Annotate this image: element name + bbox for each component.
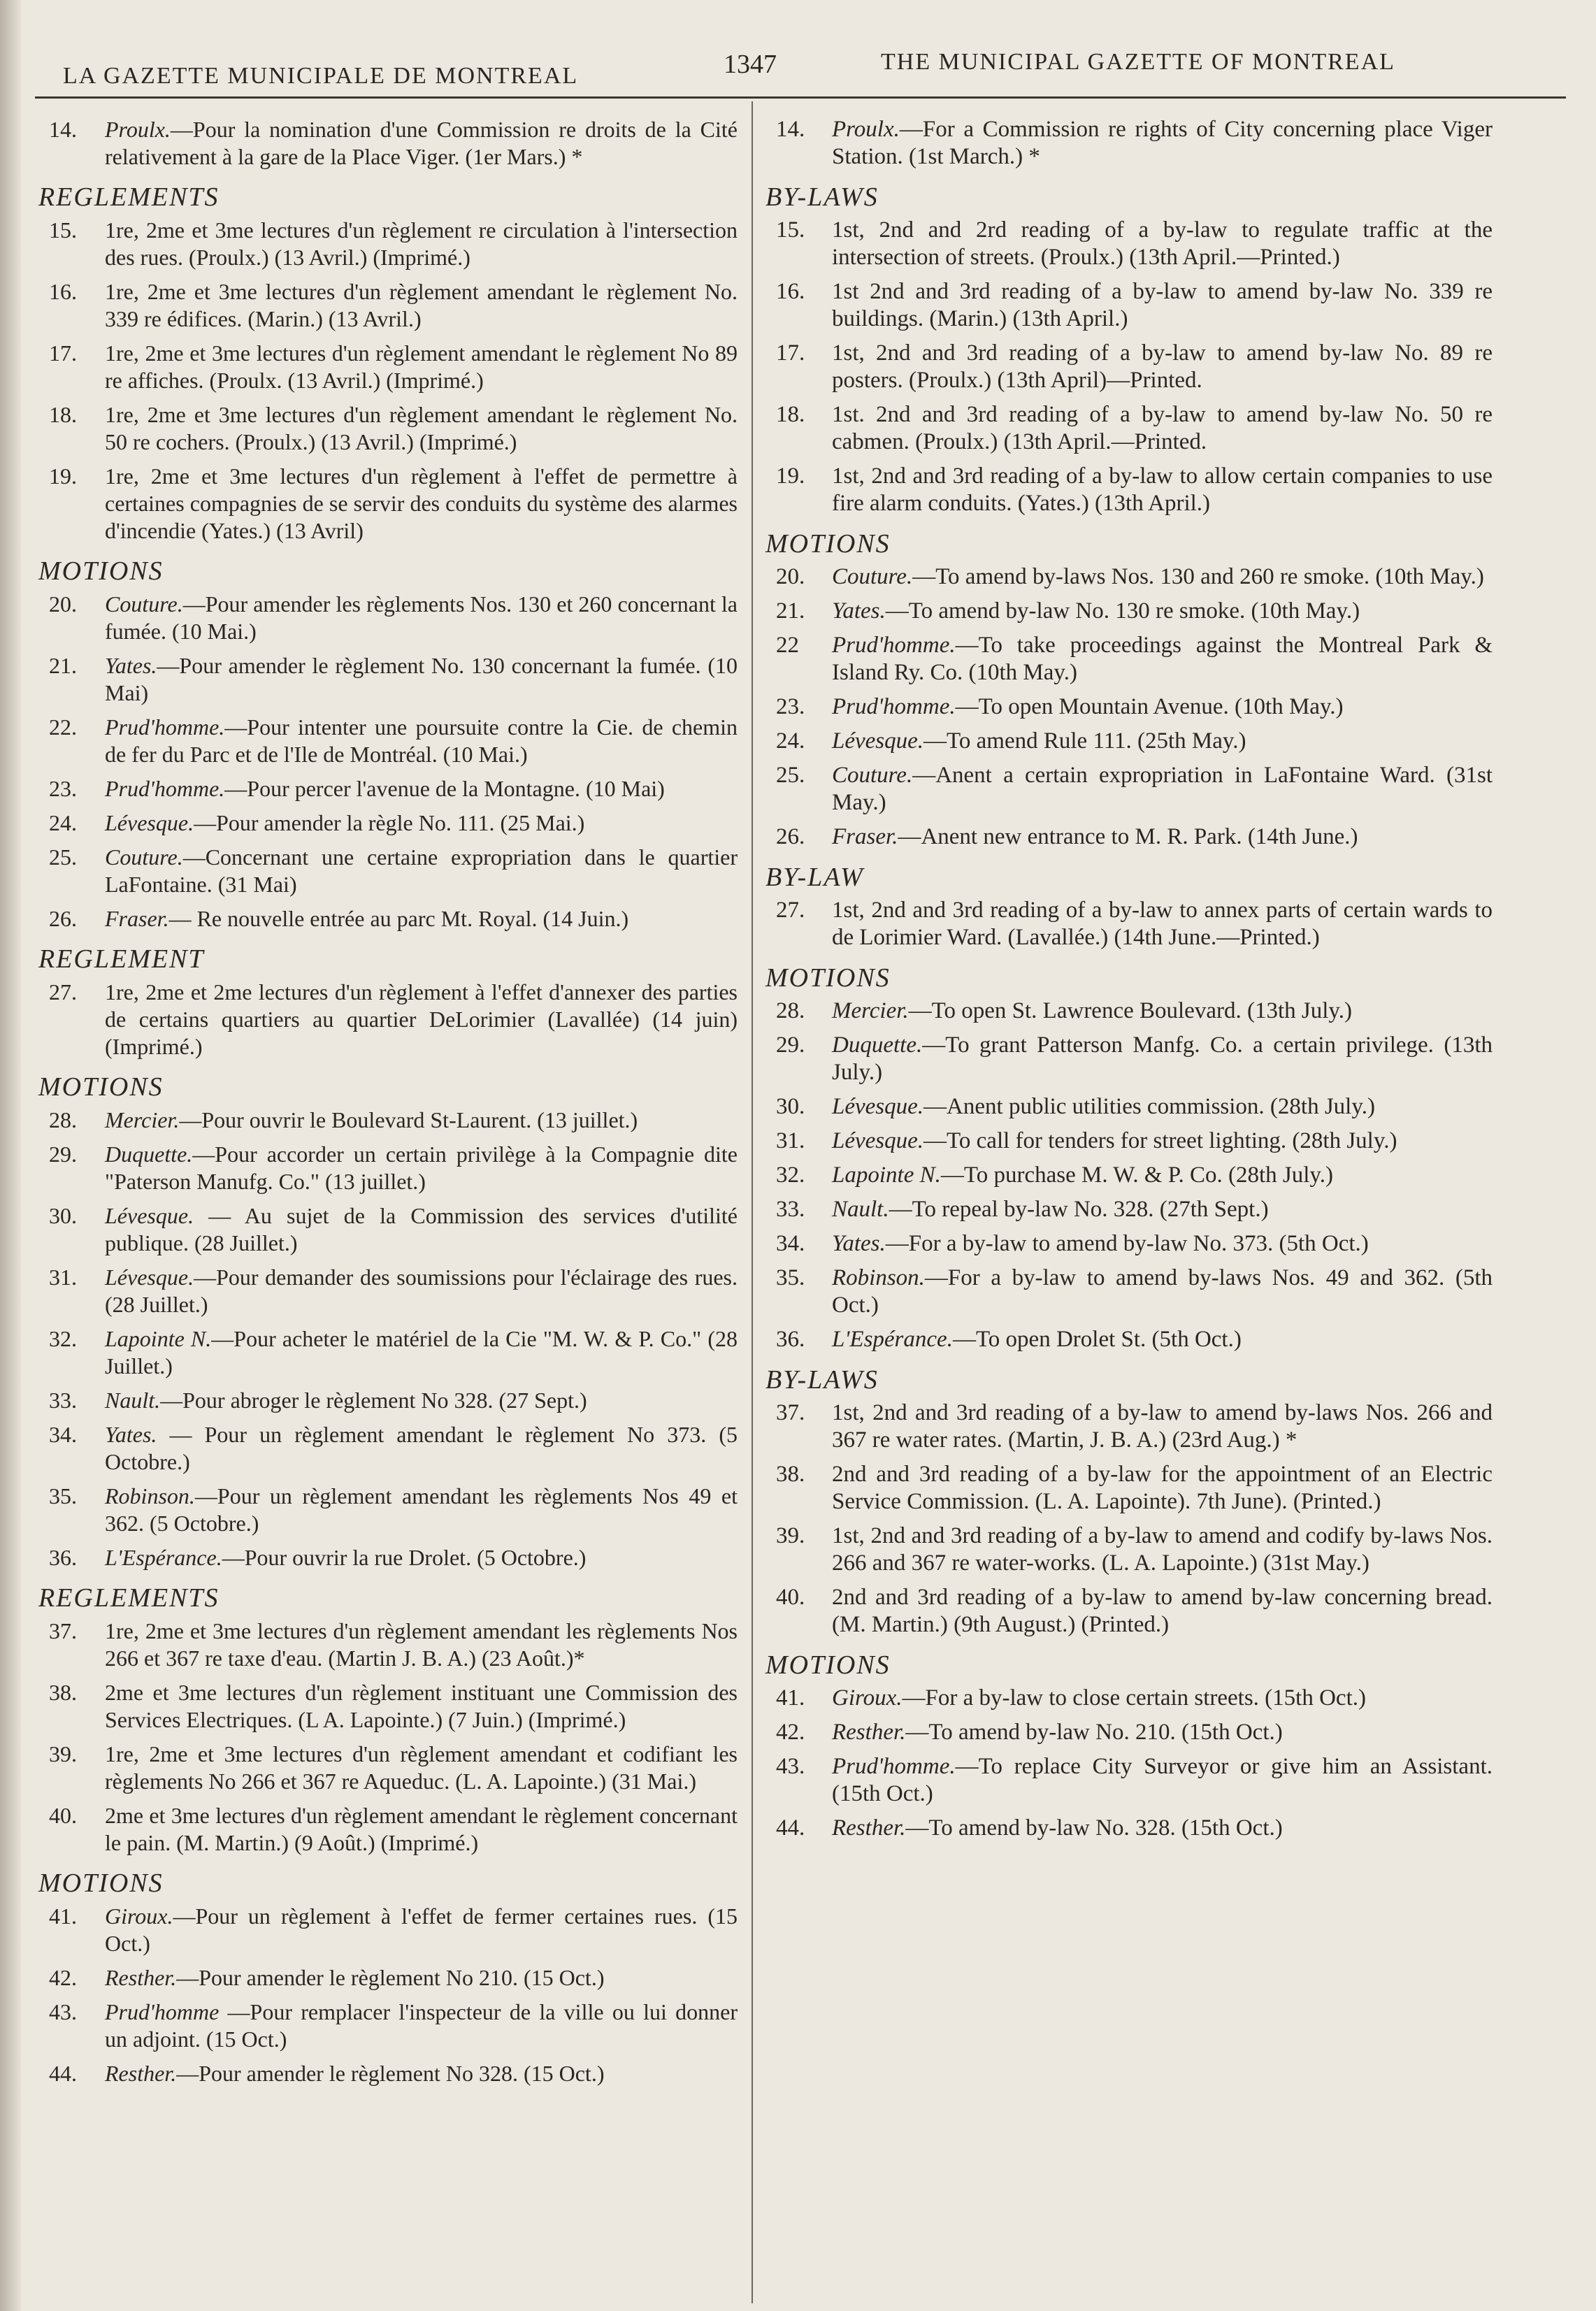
section-heading: REGLEMENTS [38, 1583, 220, 1613]
item-text: 1re, 2me et 3me lectures d'un règlement amendant les règlements Nos 266 et 367 re taxe d'eau. (Martin J. B. A.) (23 Août.)* [105, 1618, 738, 1671]
section-heading: MOTIONS [38, 1072, 164, 1102]
item-text: —Pour amender les règlements Nos. 130 et 260 concernant la fumée. (10 Mai.) [105, 591, 738, 644]
item-text: 2nd and 3rd reading of a by-law for the appointment of an Electric Service Commission. (L. A. Lapointe). 7th June). (Printed.) [832, 1462, 1493, 1514]
list-item [765, 1326, 1493, 1353]
alderman-name: Fraser. [105, 906, 169, 931]
list-item [765, 897, 1493, 951]
item-text: —To open Drolet St. (5th Oct.) [952, 1327, 1242, 1352]
item-text: 2me et 3me lectures d'un règlement amendant le règlement concernant le pain. (M. Martin.) (9 Août.) (Imprimé.) [105, 1803, 738, 1855]
item-text: —Pour la nomination d'une Commission re droits de la Cité relativement à la gare de la Place Viger. (1er Mars.) * [105, 117, 738, 169]
list-item [765, 1461, 1493, 1516]
item-text: —Pour demander des soumissions pour l'éclairage des rues. (28 Juillet.) [105, 1265, 738, 1317]
section-heading: MOTIONS [38, 1869, 164, 1898]
alderman-name: Yates. [832, 1231, 886, 1256]
item-number: 41. [776, 1685, 805, 1711]
list-item [38, 979, 738, 1060]
item-number: 35. [49, 1483, 77, 1509]
item-text: 1re, 2me et 3me lectures d'un règlement amendant et codifiant les règlements No 266 et 367 re Aqueduc. (L. A. Lapointe.) (31 Mai.) [105, 1741, 738, 1794]
english-column [765, 112, 1493, 1849]
item-number: 38. [776, 1462, 805, 1487]
item-text: —Concernant une certaine expropriation dans le quartier LaFontaine. (31 Mai) [105, 844, 738, 897]
item-number: 29. [49, 1142, 77, 1167]
item-number: 30. [776, 1094, 805, 1119]
item-text: 1re, 2me et 2me lectures d'un règlement à l'effet d'annexer des parties de certains quartiers au quartier DeLorimier (Lavallée) (14 juin) (Imprimé.) [105, 979, 738, 1059]
list-item [38, 463, 738, 545]
alderman-name: L'Espérance. [105, 1545, 222, 1570]
alderman-name: Couture. [105, 591, 183, 617]
alderman-name: Prud'homme. [832, 633, 956, 658]
item-text: —Pour abroger le règlement No 328. (27 Sept.) [160, 1388, 587, 1413]
item-text: 1re, 2me et 3me lectures d'un règlement amendant le règlement No. 339 re édifices. (Marin.) (13 Avril.) [105, 279, 738, 331]
item-number: 42. [49, 1965, 77, 1990]
item-number: 14. [49, 117, 77, 142]
item-text: —For a by-law to amend by-law No. 373. (5th Oct.) [885, 1231, 1369, 1256]
item-number: 39. [49, 1741, 77, 1766]
item-number: 27. [776, 898, 805, 923]
list-item [38, 1903, 738, 1957]
alderman-name: Couture. [105, 844, 183, 870]
header-english-title: THE MUNICIPAL GAZETTE OF MONTREAL [881, 49, 1395, 75]
item-number: 18. [776, 402, 805, 427]
list-item [765, 632, 1493, 686]
list-item [38, 652, 738, 707]
item-number: 44. [776, 1815, 805, 1841]
item-text: —To amend by-law No. 130 re smoke. (10th May.) [885, 598, 1360, 624]
item-number: 35. [776, 1265, 805, 1290]
item-number: 18. [49, 402, 77, 427]
item-text: —To open Mountain Avenue. (10th May.) [955, 694, 1344, 719]
alderman-name: Resther. [832, 1815, 906, 1841]
item-text: 1re, 2me et 3me lectures d'un règlement amendant le règlement No. 50 re cochers. (Proulx.) (13 Avril.) (Imprimé.) [105, 402, 738, 454]
section-heading: MOTIONS [765, 529, 891, 559]
alderman-name: Resther. [105, 2061, 177, 2086]
item-number: 30. [49, 1203, 77, 1228]
alderman-name: Yates. [105, 1422, 157, 1447]
alderman-name: Resther. [105, 1965, 177, 1990]
item-text: —Anent public utilities commission. (28th July.) [923, 1094, 1375, 1119]
item-number: 28. [776, 998, 805, 1023]
list-item [38, 1264, 738, 1318]
section-heading: REGLEMENTS [38, 182, 220, 212]
item-text: —For a by-law to close certain streets. (15th Oct.) [902, 1685, 1366, 1711]
item-text: 2nd and 3rd reading of a by-law to amend by-law concerning bread. (M. Martin.) (9th August.) (Printed.) [832, 1585, 1493, 1637]
item-number: 20. [776, 564, 805, 589]
item-text: —Pour acheter le matériel de la Cie "M. W. & P. Co." (28 Juillet.) [105, 1326, 738, 1378]
item-text: —To open St. Lawrence Boulevard. (13th July.) [908, 998, 1352, 1023]
item-text: —Pour un règlement à l'effet de fermer certaines rues. (15 Oct.) [105, 1903, 738, 1956]
alderman-name: Resther. [832, 1720, 906, 1745]
alderman-name: Lévesque. [832, 1128, 924, 1153]
alderman-name: Yates. [105, 653, 157, 678]
item-text: —Pour accorder un certain privilège à la Compagnie dite "Paterson Manufg. Co." (13 juillet.) [105, 1142, 738, 1194]
item-text: —Pour amender le règlement No. 130 concernant la fumée. (10 Mai) [105, 653, 738, 705]
item-text: —Pour un règlement amendant les règlements Nos 49 et 362. (5 Octobre.) [105, 1483, 738, 1536]
item-text: —For a by-law to amend by-laws Nos. 49 and 362. (5th Oct.) [832, 1265, 1493, 1318]
book-spine-shadow [0, 0, 21, 2311]
item-text: —To grant Patterson Manfg. Co. a certain privilege. (13th July.) [832, 1032, 1493, 1085]
section-heading: MOTIONS [765, 1650, 891, 1680]
list-item [765, 1522, 1493, 1577]
section-heading: BY-LAWS [765, 1365, 879, 1395]
list-item [765, 598, 1493, 625]
item-text: —To call for tenders for street lighting. (28th July.) [923, 1128, 1397, 1153]
item-number: 28. [49, 1107, 77, 1132]
item-text: 1st, 2nd and 3rd reading of a by-law to amend by-laws Nos. 266 and 367 re water rates. (Martin, J. B. A.) (23rd Aug.) * [832, 1400, 1493, 1453]
alderman-name: Giroux. [105, 1903, 173, 1929]
list-item [38, 401, 738, 456]
item-text: —Pour amender le règlement No 210. (15 Oct.) [176, 1965, 605, 1990]
alderman-name: Fraser. [832, 824, 898, 849]
list-item [765, 401, 1493, 456]
alderman-name: Prud'homme. [832, 694, 956, 719]
item-number: 17. [776, 340, 805, 366]
page-header [42, 28, 1554, 98]
list-item [765, 1128, 1493, 1155]
item-text: 1st, 2nd and 3rd reading of a by-law to amend and codify by-laws Nos. 266 and 367 re water-works. (L. A. Lapointe.) (31st May.) [832, 1523, 1493, 1576]
item-number: 21. [49, 653, 77, 678]
alderman-name: Duquette. [832, 1032, 923, 1058]
item-text: 1re, 2me et 3me lectures d'un règlement amendant le règlement No 89 re affiches. (Proulx. (13 Avril.) (Imprimé.) [105, 340, 738, 393]
alderman-name: Proulx. [832, 117, 900, 142]
item-number: 41. [49, 1903, 77, 1929]
section-heading: MOTIONS [38, 556, 164, 586]
item-text: 1re, 2me et 3me lectures d'un règlement à l'effet de permettre à certaines compagnies de se servir des conduits du système des alarmes d'incendie (Yates.) (13 Avril) [105, 463, 738, 543]
item-number: 32. [49, 1326, 77, 1351]
list-item [765, 1265, 1493, 1319]
item-number: 19. [49, 463, 77, 489]
item-number: 31. [776, 1128, 805, 1153]
list-item [38, 844, 738, 898]
item-number: 20. [49, 591, 77, 617]
list-item [765, 116, 1493, 171]
alderman-name: Lévesque. [105, 1265, 194, 1290]
list-item [765, 1815, 1493, 1842]
item-number: 16. [776, 279, 805, 304]
list-item [38, 1421, 738, 1476]
item-number: 26. [49, 906, 77, 931]
item-number: 22. [49, 714, 77, 740]
item-text: —To amend by-law No. 210. (15th Oct.) [905, 1720, 1283, 1745]
item-number: 14. [776, 117, 805, 142]
item-number: 38. [49, 1680, 77, 1705]
alderman-name: Mercier. [832, 998, 909, 1023]
list-item [38, 1618, 738, 1672]
item-number: 15. [776, 217, 805, 243]
item-number: 17. [49, 340, 77, 366]
alderman-name: Lapointe N. [105, 1326, 212, 1351]
item-text: 1st, 2nd and 3rd reading of a by-law to annex parts of certain wards to de Lorimier Ward. (Lavallée.) (14th June.—Printed.) [832, 898, 1493, 950]
item-number: 24. [776, 728, 805, 754]
item-text: 1re, 2me et 3me lectures d'un règlement re circulation à l'intersection des rues. (Proulx.) (13 Avril.) (Imprimé.) [105, 217, 738, 270]
list-item [38, 2060, 738, 2087]
alderman-name: Lapointe N. [832, 1162, 941, 1188]
list-item [38, 809, 738, 837]
alderman-name: L'Espérance. [832, 1327, 953, 1352]
item-number: 39. [776, 1523, 805, 1548]
alderman-name: Proulx. [105, 117, 171, 142]
list-item [765, 1032, 1493, 1086]
item-text: —For a Commission re rights of City concerning place Viger Station. (1st March.) * [832, 117, 1493, 169]
list-item [38, 1741, 738, 1795]
alderman-name: Lévesque. [105, 810, 194, 835]
list-item [38, 1387, 738, 1414]
item-number: 21. [776, 598, 805, 624]
list-item [38, 591, 738, 645]
item-text: 1st, 2nd and 2rd reading of a by-law to regulate traffic at the intersection of streets. (Proulx.) (13th April.—Printed.) [832, 217, 1493, 270]
list-item [38, 1802, 738, 1857]
item-text: 1st, 2nd and 3rd reading of a by-law to allow certain companies to use fire alarm conduits. (Yates.) (13th April.) [832, 463, 1493, 516]
list-item [38, 1202, 738, 1257]
item-number: 40. [776, 1585, 805, 1610]
list-item [38, 1141, 738, 1195]
column-divider [752, 101, 753, 2303]
item-text: —To amend by-laws Nos. 130 and 260 re smoke. (10th May.) [912, 564, 1484, 589]
item-number: 37. [776, 1400, 805, 1425]
item-text: —To amend Rule 111. (25th May.) [923, 728, 1246, 754]
list-item [38, 905, 738, 933]
list-item [765, 1719, 1493, 1746]
list-item [38, 1325, 738, 1380]
item-text: —Pour remplacer l'inspecteur de la ville ou lui donner un adjoint. (15 Oct.) [105, 1999, 738, 2052]
alderman-name: Prud'homme. [832, 1754, 956, 1779]
alderman-name: Giroux. [832, 1685, 903, 1711]
list-item [38, 1679, 738, 1734]
list-item [38, 1999, 738, 2053]
list-item [38, 1964, 738, 1992]
list-item [765, 340, 1493, 394]
item-number: 25. [776, 763, 805, 788]
list-item [38, 1107, 738, 1134]
item-number: 43. [776, 1754, 805, 1779]
item-text: 1st. 2nd and 3rd reading of a by-law to amend by-law No. 50 re cabmen. (Proulx.) (13th April.—Printed. [832, 402, 1493, 454]
item-number: 19. [776, 463, 805, 489]
item-number: 32. [776, 1162, 805, 1188]
list-item [38, 340, 738, 394]
list-item [765, 823, 1493, 851]
item-text: — Au sujet de la Commission des services d'utilité publique. (28 Juillet.) [105, 1203, 738, 1255]
item-text: —Pour ouvrir le Boulevard St-Laurent. (13 juillet.) [179, 1107, 638, 1132]
list-item [765, 998, 1493, 1025]
item-text: —Pour percer l'avenue de la Montagne. (10 Mai) [224, 776, 665, 801]
alderman-name: Lévesque. [105, 1203, 194, 1228]
page-number: 1347 [724, 50, 777, 79]
item-number: 37. [49, 1618, 77, 1643]
list-item [765, 1584, 1493, 1639]
item-number: 36. [776, 1327, 805, 1352]
list-item [38, 714, 738, 768]
alderman-name: Lévesque. [832, 1094, 924, 1119]
french-column [38, 112, 738, 2094]
item-number: 33. [776, 1197, 805, 1222]
list-item [765, 1685, 1493, 1712]
item-text: —Pour intenter une poursuite contre la Cie. de chemin de fer du Parc et de l'Ile de Montréal. (10 Mai.) [105, 714, 738, 767]
list-item [765, 1399, 1493, 1454]
item-number: 15. [49, 217, 77, 243]
list-item [765, 762, 1493, 816]
item-number: 33. [49, 1388, 77, 1413]
section-heading: REGLEMENT [38, 944, 205, 974]
list-item [765, 1162, 1493, 1189]
list-item [38, 775, 738, 802]
item-number: 23. [776, 694, 805, 719]
item-number: 34. [49, 1422, 77, 1447]
list-item [38, 217, 738, 271]
list-item [765, 1196, 1493, 1223]
alderman-name: Couture. [832, 564, 913, 589]
list-item [38, 1544, 738, 1571]
item-number: 16. [49, 279, 77, 304]
list-item [38, 278, 738, 333]
item-number: 26. [776, 824, 805, 849]
header-french-title: LA GAZETTE MUNICIPALE DE MONTREAL [63, 63, 579, 89]
item-number: 24. [49, 810, 77, 835]
alderman-name: Nault. [832, 1197, 889, 1222]
item-text: —To take proceedings against the Montreal Park & Island Ry. Co. (10th May.) [832, 633, 1493, 685]
list-item [765, 1753, 1493, 1808]
item-number: 43. [49, 1999, 77, 2024]
item-text: —To repeal by-law No. 328. (27th Sept.) [889, 1197, 1269, 1222]
list-item [765, 693, 1493, 721]
section-heading: MOTIONS [765, 963, 891, 993]
header-rule [35, 96, 1566, 99]
item-number: 40. [49, 1803, 77, 1828]
alderman-name: Robinson. [105, 1483, 195, 1509]
list-item [765, 463, 1493, 517]
item-text: —To replace City Surveyor or give him an Assistant. (15th Oct.) [832, 1754, 1493, 1806]
item-text: — Pour un règlement amendant le règlement No 373. (5 Octobre.) [105, 1422, 738, 1474]
item-text: —Anent a certain expropriation in LaFontaine Ward. (31st May.) [832, 763, 1493, 815]
alderman-name: Prud'homme [105, 1999, 220, 2024]
item-number: 22 [776, 633, 799, 658]
item-number: 27. [49, 979, 77, 1005]
list-item [765, 563, 1493, 591]
item-text: —Pour amender le règlement No 328. (15 Oct.) [176, 2061, 605, 2086]
item-text: — Re nouvelle entrée au parc Mt. Royal. (14 Juin.) [168, 906, 629, 931]
item-number: 29. [776, 1032, 805, 1058]
item-text: 1st, 2nd and 3rd reading of a by-law to amend by-law No. 89 re posters. (Proulx.) (13th April)—Printed. [832, 340, 1493, 393]
list-item [765, 1230, 1493, 1258]
item-number: 23. [49, 776, 77, 801]
item-text: —To amend by-law No. 328. (15th Oct.) [905, 1815, 1283, 1841]
alderman-name: Yates. [832, 598, 886, 624]
item-number: 34. [776, 1231, 805, 1256]
item-text: 1st 2nd and 3rd reading of a by-law to amend by-law No. 339 re buildings. (Marin.) (13th April.) [832, 279, 1493, 331]
item-text: —Pour ouvrir la rue Drolet. (5 Octobre.) [222, 1545, 587, 1570]
item-text: —Pour amender la règle No. 111. (25 Mai.) [194, 810, 585, 835]
alderman-name: Duquette. [105, 1142, 193, 1167]
alderman-name: Prud'homme. [105, 714, 225, 740]
alderman-name: Mercier. [105, 1107, 180, 1132]
item-number: 25. [49, 844, 77, 870]
alderman-name: Prud'homme. [105, 776, 225, 801]
list-item [765, 217, 1493, 271]
list-item [38, 116, 738, 171]
list-item [765, 1093, 1493, 1121]
item-number: 44. [49, 2061, 77, 2086]
alderman-name: Nault. [105, 1388, 161, 1413]
item-text: 2me et 3me lectures d'un règlement instituant une Commission des Services Electriques. (L A. Lapointe.) (7 Juin.) (Imprimé.) [105, 1680, 738, 1732]
item-number: 31. [49, 1265, 77, 1290]
item-number: 42. [776, 1720, 805, 1745]
section-heading: BY-LAWS [765, 182, 879, 212]
alderman-name: Robinson. [832, 1265, 925, 1290]
list-item [765, 728, 1493, 755]
item-text: —Anent new entrance to M. R. Park. (14th June.) [898, 824, 1358, 849]
alderman-name: Lévesque. [832, 728, 924, 754]
list-item [38, 1483, 738, 1537]
section-heading: BY-LAW [765, 863, 864, 892]
alderman-name: Couture. [832, 763, 913, 788]
item-number: 36. [49, 1545, 77, 1570]
item-text: —To purchase M. W. & P. Co. (28th July.) [940, 1162, 1333, 1188]
list-item [765, 278, 1493, 333]
